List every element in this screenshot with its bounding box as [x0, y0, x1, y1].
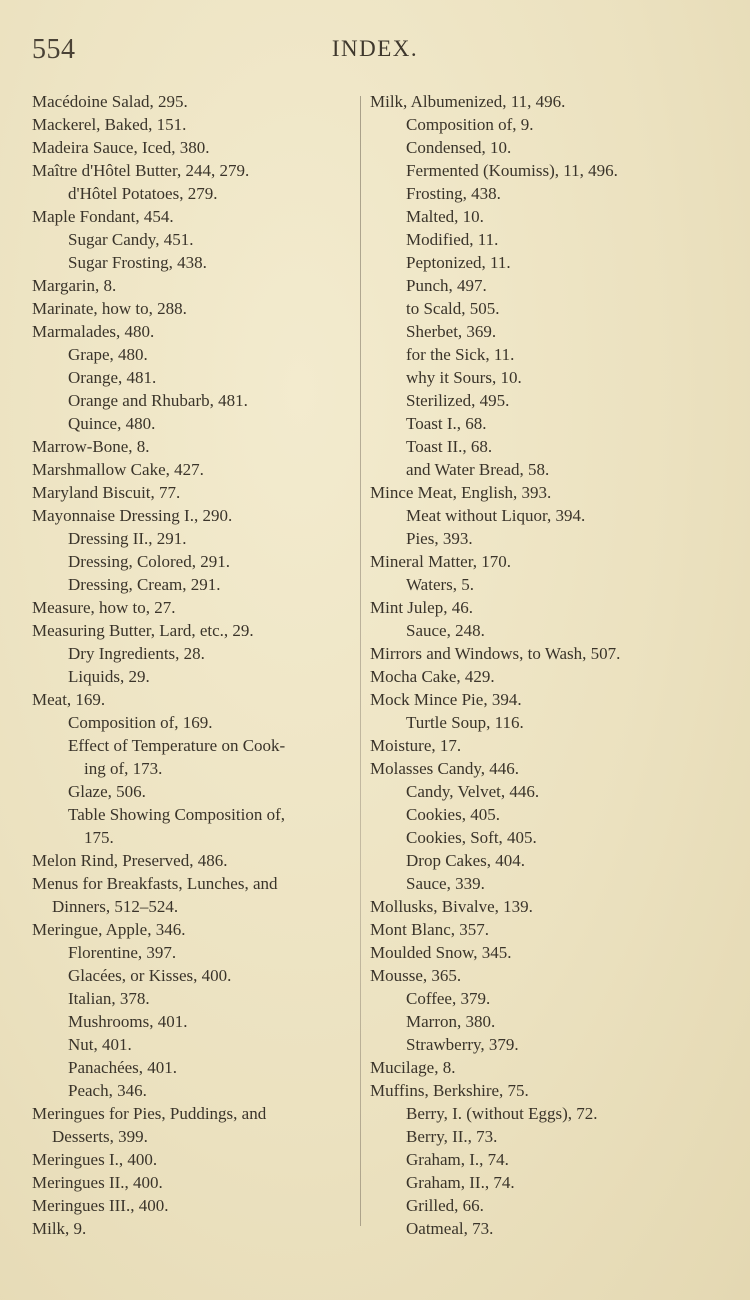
index-subentry: for the Sick, 11. — [406, 345, 515, 364]
index-subentry: Pies, 393. — [406, 529, 473, 548]
index-subentry: Peach, 346. — [68, 1081, 147, 1100]
index-subentry: Cookies, Soft, 405. — [406, 828, 537, 847]
index-entry: Melon Rind, Preserved, 486. — [32, 851, 228, 870]
index-entry: Moulded Snow, 345. — [370, 943, 512, 962]
index-entry: Maple Fondant, 454. — [32, 207, 174, 226]
page-number: 554 — [32, 34, 76, 65]
index-subentry: Malted, 10. — [406, 207, 484, 226]
index-subentry: Mushrooms, 401. — [68, 1012, 188, 1031]
index-entry: Mollusks, Bivalve, 139. — [370, 897, 533, 916]
index-subentry: Glaze, 506. — [68, 782, 146, 801]
index-subentry: Oatmeal, 73. — [406, 1219, 494, 1238]
index-subentry: Effect of Temperature on Cook- — [68, 736, 286, 755]
index-subentry: Dressing II., 291. — [68, 529, 187, 548]
index-subentry: Sugar Frosting, 438. — [68, 253, 207, 272]
index-entry: Marrow-Bone, 8. — [32, 437, 150, 456]
index-entry: Mont Blanc, 357. — [370, 920, 489, 939]
index-left-column — [32, 90, 360, 1240]
index-entry: Mock Mince Pie, 394. — [370, 690, 522, 709]
index-subentry: Sauce, 248. — [406, 621, 485, 640]
index-subentry: Liquids, 29. — [68, 667, 150, 686]
index-entry: Meringues for Pies, Puddings, and — [32, 1104, 267, 1123]
index-subentry: Condensed, 10. — [406, 138, 512, 157]
index-entry: Measure, how to, 27. — [32, 598, 176, 617]
index-entry: Maître d'Hôtel Butter, 244, 279. — [32, 161, 250, 180]
index-subentry: Orange and Rhubarb, 481. — [68, 391, 248, 410]
index-subentry: Toast I., 68. — [406, 414, 487, 433]
index-subentry: d'Hôtel Potatoes, 279. — [68, 184, 218, 203]
index-entry: Milk, Albumenized, 11, 496. — [370, 92, 566, 111]
index-entry: Muffins, Berkshire, 75. — [370, 1081, 529, 1100]
index-subentry: Modified, 11. — [406, 230, 499, 249]
index-entry: Macédoine Salad, 295. — [32, 92, 188, 111]
index-entry: Meringues I., 400. — [32, 1150, 158, 1169]
index-entry: Menus for Breakfasts, Lunches, and — [32, 874, 278, 893]
index-subentry: ing of, 173. — [84, 759, 163, 778]
index-entry: Milk, 9. — [32, 1219, 87, 1238]
index-subentry: Dressing, Colored, 291. — [68, 552, 230, 571]
index-subentry: Orange, 481. — [68, 368, 157, 387]
index-subentry: Desserts, 399. — [52, 1127, 148, 1146]
index-entry: Mousse, 365. — [370, 966, 462, 985]
index-entry: Measuring Butter, Lard, etc., 29. — [32, 621, 254, 640]
index-subentry: Composition of, 169. — [68, 713, 213, 732]
index-entry: Maryland Biscuit, 77. — [32, 483, 181, 502]
index-subentry: Graham, II., 74. — [406, 1173, 515, 1192]
index-entry: Mineral Matter, 170. — [370, 552, 511, 571]
index-subentry: Marron, 380. — [406, 1012, 496, 1031]
index-subentry: Peptonized, 11. — [406, 253, 511, 272]
index-subentry: and Water Bread, 58. — [406, 460, 550, 479]
index-subentry: Quince, 480. — [68, 414, 156, 433]
index-entry: Mackerel, Baked, 151. — [32, 115, 187, 134]
index-entry: Mayonnaise Dressing I., 290. — [32, 506, 233, 525]
index-entry: Mucilage, 8. — [370, 1058, 456, 1077]
index-subentry: Drop Cakes, 404. — [406, 851, 525, 870]
index-entry: Meat, 169. — [32, 690, 106, 709]
index-subentry: Table Showing Composition of, — [68, 805, 285, 824]
column-divider — [360, 96, 361, 1226]
index-entry: Marshmallow Cake, 427. — [32, 460, 204, 479]
index-subentry: Candy, Velvet, 446. — [406, 782, 540, 801]
index-subentry: Berry, I. (without Eggs), 72. — [406, 1104, 598, 1123]
index-subentry: Sugar Candy, 451. — [68, 230, 194, 249]
index-entry: Mince Meat, English, 393. — [370, 483, 552, 502]
index-subentry: Dinners, 512–524. — [52, 897, 179, 916]
index-subentry: Florentine, 397. — [68, 943, 177, 962]
index-entry: Margarin, 8. — [32, 276, 117, 295]
index-subentry: Meat without Liquor, 394. — [406, 506, 586, 525]
index-subentry: Dry Ingredients, 28. — [68, 644, 205, 663]
index-subentry: Berry, II., 73. — [406, 1127, 498, 1146]
index-entry: Meringues II., 400. — [32, 1173, 163, 1192]
index-subentry: Coffee, 379. — [406, 989, 491, 1008]
index-subentry: Strawberry, 379. — [406, 1035, 519, 1054]
index-entry: Mocha Cake, 429. — [370, 667, 495, 686]
index-right-column — [370, 90, 710, 1240]
index-subentry: Punch, 497. — [406, 276, 487, 295]
index-subentry: Turtle Soup, 116. — [406, 713, 524, 732]
index-subentry: Sherbet, 369. — [406, 322, 497, 341]
index-subentry: Toast II., 68. — [406, 437, 493, 456]
index-subentry: why it Sours, 10. — [406, 368, 522, 387]
index-subentry: Cookies, 405. — [406, 805, 500, 824]
index-entry: Meringues III., 400. — [32, 1196, 169, 1215]
index-subentry: Composition of, 9. — [406, 115, 534, 134]
index-entry: Marinate, how to, 288. — [32, 299, 187, 318]
page-header — [30, 34, 720, 74]
index-subentry: Glacées, or Kisses, 400. — [68, 966, 232, 985]
index-subentry: Graham, I., 74. — [406, 1150, 509, 1169]
index-entry: Marmalades, 480. — [32, 322, 155, 341]
index-subentry: Fermented (Koumiss), 11, 496. — [406, 161, 618, 180]
index-subentry: 175. — [84, 828, 114, 847]
index-subentry: Dressing, Cream, 291. — [68, 575, 221, 594]
index-subentry: Italian, 378. — [68, 989, 150, 1008]
index-subentry: Grape, 480. — [68, 345, 148, 364]
index-subentry: to Scald, 505. — [406, 299, 500, 318]
index-subentry: Waters, 5. — [406, 575, 475, 594]
index-subentry: Panachées, 401. — [68, 1058, 178, 1077]
index-entry: Madeira Sauce, Iced, 380. — [32, 138, 210, 157]
index-entry: Molasses Candy, 446. — [370, 759, 520, 778]
index-subentry: Sauce, 339. — [406, 874, 485, 893]
index-subentry: Sterilized, 495. — [406, 391, 510, 410]
index-subentry: Nut, 401. — [68, 1035, 132, 1054]
index-entry: Meringue, Apple, 346. — [32, 920, 186, 939]
index-entry: Mint Julep, 46. — [370, 598, 473, 617]
index-entry: Moisture, 17. — [370, 736, 462, 755]
index-entry: Mirrors and Windows, to Wash, 507. — [370, 644, 621, 663]
index-subentry: Frosting, 438. — [406, 184, 501, 203]
page-title: INDEX. — [331, 36, 419, 61]
index-subentry: Grilled, 66. — [406, 1196, 484, 1215]
